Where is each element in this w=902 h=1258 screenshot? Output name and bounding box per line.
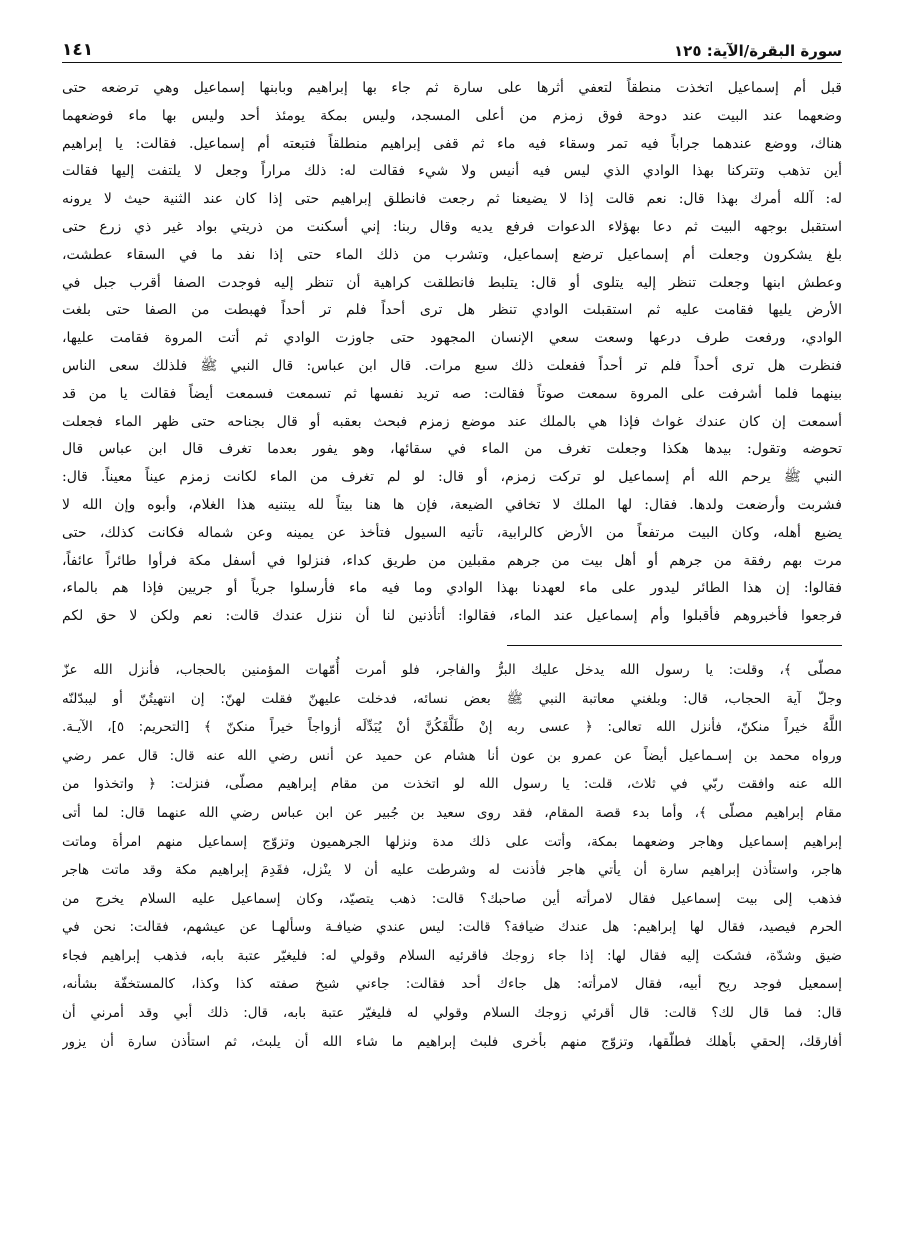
text-line: يضيع أهله، وكان البيت مرتفعاً من الأرض كالرابية، تأتيه السيول فتأخذ عن يمينه وعن شماله فكانت كذلك، حتى: [62, 524, 842, 541]
footnote-line: وجلّ آية الحجاب، قال: وبلغني معاتبة النبي ﷺ بعض نسائه، فدخلت عليهنّ فقلت لهنّ: إن انتهيتُنّ أو ليبدّلنّه: [62, 690, 842, 707]
book-page: [62, 30, 842, 1056]
footnote-line: فذهب إلى بيت إسماعيل فقال لامرأته أين صاحبك؟ قالت: ذهب يتصيّد، وكان إسماعيل عليه السلام يخرج من: [62, 890, 842, 907]
text-line: بينهما فلما أشرفت على المروة سمعت صوتاً فقالت: صه تريد نفسها ثم تسمعت فسمعت أيضاً فقالت يا من قد: [62, 385, 842, 402]
text-line: الأرض يليها فقامت عليه ثم استقبلت الوادي تنظر هل ترى أحداً فلم تر أحداً فهبطت من الصفا حتى بلغت: [62, 302, 842, 319]
footnote-line: ضيق وشدّة، فشكت إليه فقال لها: إذا جاء زوجك فاقرئيه السلام وقولي له: فليغيّر عتبة بابه، فذهب إبراهيم فجاء: [62, 947, 842, 964]
text-line: وضعهما عند البيت عند دوحة فوق زمزم من أعلى المسجد، وليس بمكة يومئذ أحد وليس بها ماء فوضعهما: [62, 107, 842, 124]
text-line: فشربت وأرضعت ولدها. فقال: لها الملك لا تخافي الضيعة، فإن ها هنا بيتاً لله يبتنيه هذا الغلام، وأبوه وإن الله لا: [62, 496, 842, 513]
footnote-line: إسمعيل فوجد ريح أبيه، فقال لامرأته: هل جاءك أحد فقالت: جاءني شيخ صفته كذا وكذا، كالمستخفّة بشأنه،: [62, 976, 842, 993]
text-line: النبي ﷺ يرحم الله أم إسماعيل لو تركت زمزم، أو قال: لو لم تغرف من الماء لكانت زمزم عيناً معيناً. قال:: [62, 469, 842, 486]
text-line: بلغ يشكرون وجعلت أم إسماعيل ترضع إسماعيل، وتشرب من ذلك الماء حتى إذا نفد ما في السقاء عطشت،: [62, 246, 842, 263]
text-line: فرجعوا فأخبروهم فأقبلوا وأم إسماعيل عند الماء، فقالوا: أتأذنين لنا أن ننزل عندك قالت: نعم ولكن لا حق لكم: [62, 608, 842, 625]
text-line: تحوضه وتقول: بيدها هكذا وجعلت تغرف من الماء في سقائها، وهو يفور بعدما تغرف قال ابن عباس قال: [62, 441, 842, 458]
footnote-line: أفارقك، إلحقي بأهلك فطلّقها، وتزوّج منهم بأخرى فلبث إبراهيم ما شاء الله أن يلبث، ثم استأذن سارة أن يزور: [62, 1033, 842, 1050]
footnote-body: [62, 656, 842, 1056]
footnote-line: اللَّهُ خيراً منكنّ، فأنزل الله تعالى: ﴿ عسى ربه إنْ طَلَّقَكُنَّ أنْ يُبَدِّلَه أزواجاً خيراً منكنّ ﴾ [التحريم: ٥]، الآيـة.: [62, 719, 842, 736]
text-line: أين تذهب وتتركنا بهذا الوادي الذي ليس فيه أنيس ولا شيء فقالت له: ذلك مراراً وجعل لا يلتفت إليها فقالت: [62, 163, 842, 180]
footnote-separator: [507, 645, 842, 646]
footnote-line: الله عنه وافقت ربّي في ثلاث، قلت: يا رسول الله لو اتخذت من مقام إبراهيم مصلّى، فنزلت: ﴿ واتخذوا من: [62, 776, 842, 793]
text-line: أسمعت إن كان عندك غواث فإذا هي بالملك عند موضع زمزم فبحث بعقبه أو قال بجناحه حتى ظهر الماء فجعلت: [62, 413, 842, 430]
text-line: مرت بهم رفقة من جرهم أو أهل بيت من جرهم مقبلين من طريق كداء، فنزلوا في أسفل مكة فرأوا طائراً عائفاً،: [62, 552, 842, 569]
footnote-line: مصلّى ﴾، وقلت: يا رسول الله يدخل عليك البرُّ والفاجر، فلو أمرت أُمّهات المؤمنين بالحجاب، فأنزل الله عزّ: [62, 661, 842, 678]
text-line: هناك، ووضع عندهما جراباً فيه تمر وسقاء فيه ماء ثم قفى إبراهيم منطلقاً فتبعته أم إسماعيل. فقالت: يا إبراهيم: [62, 135, 842, 152]
text-line: قبل أم إسماعيل اتخذت منطقاً لتعفي أثرها على سارة ثم جاء بها إبراهيم وبابنها إسماعيل وهي ترضعه حتى: [62, 80, 842, 96]
footnote-line: ورواه محمد بن إسـماعيل أيضاً عن عمرو بن عون أنا هشام عن حميد عن أنس رضي الله عنه قال: قال عمر رضي: [62, 747, 842, 764]
text-line: فقالوا: إن هذا الطائر ليدور على ماء لعهدنا بهذا الوادي وما فيه ماء فأرسلوا جرياً أو جريين فإذا هم بالماء،: [62, 580, 842, 597]
page-number: ١٤١: [62, 40, 94, 60]
footnote-line: قال: فما قال لك؟ قالت: قال أقرئي زوجك السلام وقولي له فليغيّر عتبة بابه، قال: ذلك أبي وقد أمرني أن: [62, 1005, 842, 1022]
text-line: الوادي، ورفعت طرف درعها وسعت سعي الإنسان المجهود حتى جاوزت الوادي ثم أتت المروة فقامت عليها،: [62, 330, 842, 347]
footnote-line: إبراهيم إسماعيل وهاجر وضعهما بمكة، وأتت على ذلك مدة ونزلها الجرهميون وتزوّج إسماعيل منهم امرأة وماتت: [62, 833, 842, 850]
text-line: له: آلله أمرك بهذا قال: نعم قالت إذا لا يضيعنا ثم رجعت فانطلق إبراهيم حتى إذا كان عند الثنية حيث لا يرونه: [62, 191, 842, 208]
running-header: [62, 30, 842, 63]
text-line: فنظرت هل ترى أحداً فلم تر أحداً ففعلت ذلك سبع مرات. قال ابن عباس: قال النبي ﷺ فلذلك سعى الناس: [62, 357, 842, 374]
text-line: وعطش ابنها وجعلت تنظر إليه يتلوى أو قال: يتلبط فانطلقت كراهية أن تنظر إليه فوجدت الصفا أقرب جبل في: [62, 274, 842, 291]
footnote-line: مقام إبراهيم مصلّى ﴾، وأما بدء قصة المقام، فقد روى سعيد بن جُبير عن ابن عباس رضي الله عنهما قال: لما أتى: [62, 804, 842, 821]
main-text-body: [62, 75, 842, 631]
footnote-line: الحرم فيصيد، فقال لها إبراهيم: هل عندك ضيافة؟ قالت: ليس عندي ضيافـة وسألهـا عن عيشهم، فقالت: نحن في: [62, 919, 842, 936]
text-line: استقبل بوجهه البيت ثم دعا بهؤلاء الدعوات فرفع يديه وقال ربنا: إني أسكنت من ذريتي بواد غير ذي زرع حتى: [62, 218, 842, 235]
surah-verse-title: سورة البقرة/الآية: ١٢٥: [674, 42, 842, 60]
footnote-line: هاجر، واستأذن إبراهيم سارة أن يأتي هاجر فأذنت له وشرطت عليه أن لا ينْزل، فقَدِمَ إبراهيم مكة وقد ماتت هاجر: [62, 862, 842, 879]
